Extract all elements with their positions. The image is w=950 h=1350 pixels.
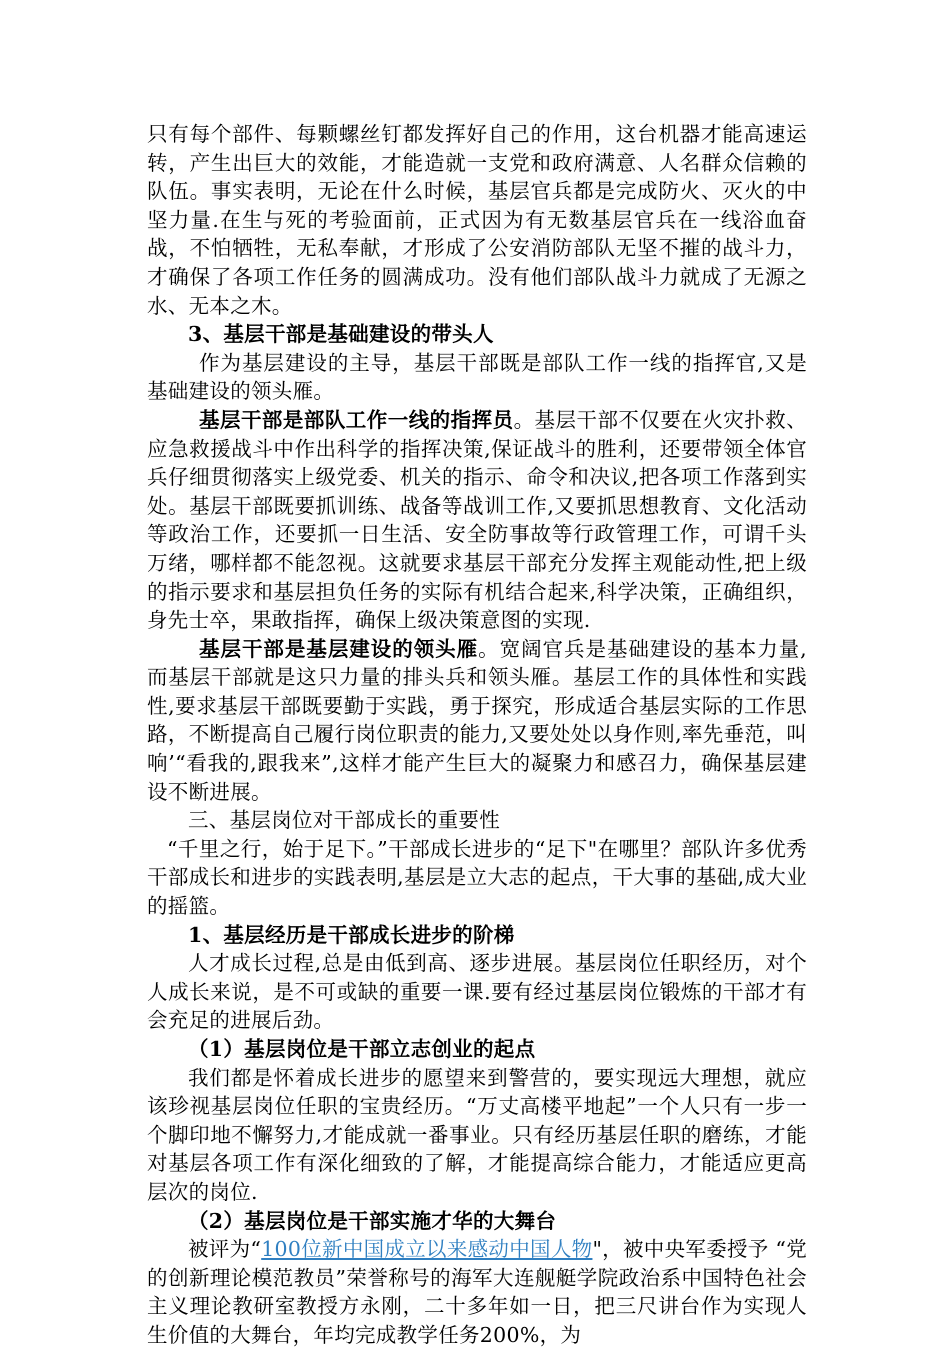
paragraph-4-lead: 基层干部是基层建设的领头雁 [199, 636, 479, 661]
paragraph-6: 人才成长过程,总是由低到高、逐步进展。基层岗位任职经历，对个人成长来说，是不可或缺的重要一课.要有经过基层岗位锻炼的干部才有会充足的进展后劲。 [147, 951, 807, 1033]
heading-3-grassroots-cadres-leaders: 3、基层干部是基础建设的带头人 [188, 322, 494, 347]
paragraph-4 [147, 635, 807, 807]
section-heading-3: 三、基层岗位对干部成长的重要性 [188, 808, 500, 833]
paragraph-7: 我们都是怀着成长进步的愿望来到警营的，要实现远大理想，就应该珍视基层岗位任职的宝贵经历。“万丈高楼平地起”一个人只有一步一个脚印地不懈努力,才能成就一番事业。只有经历基层任职的磨练，才能对基层各项工作有深化细致的了解，才能提高综合能力，才能适应更高层次的岗位. [147, 1065, 807, 1204]
document-page [147, 120, 807, 1350]
paragraph-4-body: 。宽阔官兵是基础建设的基本力量,而基层干部就是这只力量的排头兵和领头雁。基层工作的具体性和实践性,要求基层干部既要勤于实践，勇于探究，形成适合基层实际的工作思路，不断提高自己履行岗位职责的能力,又要处处以身作则,率先垂范，叫响’“看我的,跟我来”,这样才能产生巨大的凝聚力和感召力，确保基层建设不断进展。 [147, 636, 807, 804]
paragraph-3-body: 。基层干部不仅要在火灾扑救、应急救援战斗中作出科学的指挥决策,保证战斗的胜利，还要带领全体官兵仔细贯彻落实上级党委、机关的指示、命令和决议,把各项工作落到实处。基层干部既要抓训练、战备等战训工作,又要抓思想教育、文化活动等政治工作，还要抓一日生活、安全防事故等行政管理工作，可谓千头万绪，哪样都不能忽视。这就要求基层干部充分发挥主观能动性,把上级的指示要求和基层担负任务的实际有机结合起来,科学决策，正确组织，身先士卒，果敢指挥，确保上级决策意图的实现. [147, 407, 808, 633]
heading-1-grassroots-experience: 1、基层经历是干部成长进步的阶梯 [188, 922, 515, 947]
paragraph-5: “千里之行，始于足下。”干部成长进步的“足下"在哪里？部队许多优秀干部成长和进步的实践表明,基层是立大志的起点，干大事的基础,成大业的摇篮。 [147, 836, 807, 919]
paragraph-8-body: "，被中央军委授予 “党的创新理论模范教员”荣誉称号的海军大连舰艇学院政治系中国特色社会主义理论教研室教授方永刚，二十多年如一日，把三尺讲台作为实现人生价值的大舞台，年均完成教学任务200%，为 [147, 1237, 807, 1347]
paragraph-1: 只有每个部件、每颗螺丝钉都发挥好自己的作用，这台机器才能高速运转，产生出巨大的效能，才能造就一支党和政府满意、人名群众信赖的队伍。事实表明，无论在什么时候，基层官兵都是完成防火、灭火的中坚力量.在生与死的考验面前，正式因为有无数基层官兵在一线浴血奋战，不怕牺牲，无私奉献，才形成了公安消防部队无坚不摧的战斗力，才确保了各项工作任务的圆满成功。没有他们部队战斗力就成了无源之水、无本之木。 [147, 122, 807, 318]
paragraph-2: 作为基层建设的主导，基层干部既是部队工作一线的指挥官,又是基础建设的领头雁。 [147, 350, 807, 404]
paragraph-8-intro: 被评为“ [188, 1237, 262, 1262]
subheading-2: （2）基层岗位是干部实施才华的大舞台 [188, 1208, 557, 1233]
touching-china-link[interactable]: 100位新中国成立以来感动中国人物 [261, 1237, 593, 1262]
paragraph-8 [147, 1235, 807, 1349]
subheading-1: （1）基层岗位是干部立志创业的起点 [188, 1037, 536, 1061]
paragraph-3 [147, 406, 807, 635]
paragraph-3-lead: 基层干部是部队工作一线的指挥员 [199, 407, 514, 432]
